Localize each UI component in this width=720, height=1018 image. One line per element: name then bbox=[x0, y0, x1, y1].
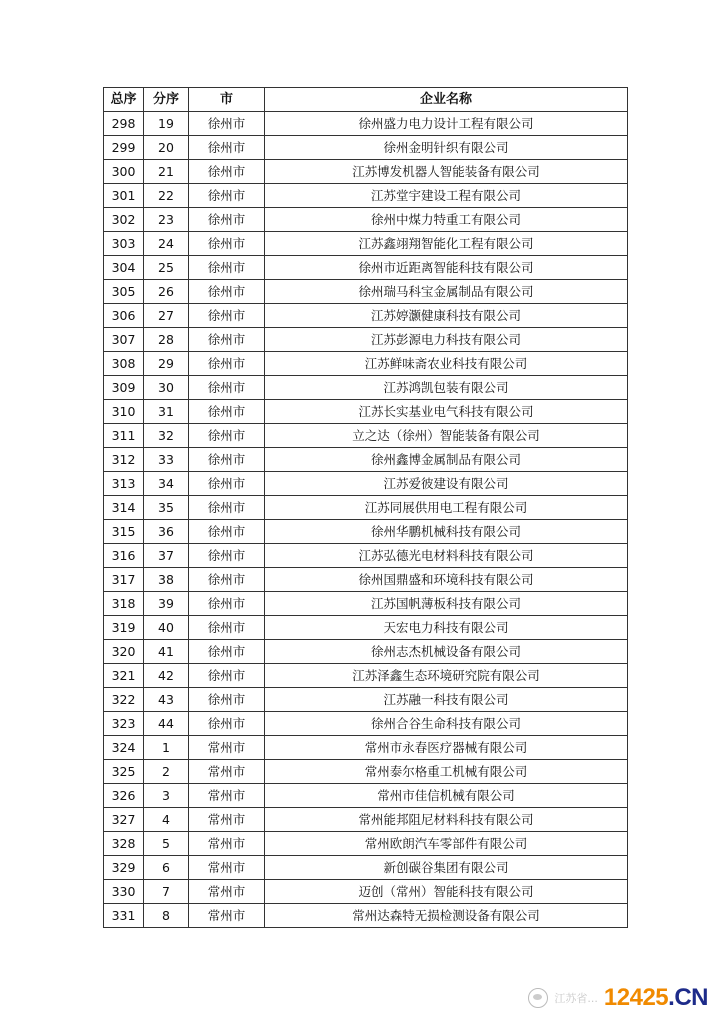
header-city: 市 bbox=[189, 88, 265, 112]
cell-company-name: 常州市佳信机械有限公司 bbox=[265, 784, 628, 808]
cell-sub-index: 24 bbox=[144, 232, 189, 256]
cell-sub-index: 3 bbox=[144, 784, 189, 808]
cell-sub-index: 26 bbox=[144, 280, 189, 304]
cell-company-name: 江苏爱彼建设有限公司 bbox=[265, 472, 628, 496]
cell-total-index: 307 bbox=[104, 328, 144, 352]
cell-city: 徐州市 bbox=[189, 472, 265, 496]
table-row bbox=[104, 736, 628, 760]
cell-city: 常州市 bbox=[189, 880, 265, 904]
cell-sub-index: 30 bbox=[144, 376, 189, 400]
watermark bbox=[528, 986, 708, 1010]
site-logo bbox=[604, 986, 708, 1010]
cell-sub-index: 21 bbox=[144, 160, 189, 184]
cell-city: 徐州市 bbox=[189, 688, 265, 712]
table-row bbox=[104, 352, 628, 376]
cell-total-index: 315 bbox=[104, 520, 144, 544]
cell-total-index: 313 bbox=[104, 472, 144, 496]
cell-company-name: 立之达（徐州）智能装备有限公司 bbox=[265, 424, 628, 448]
cell-total-index: 326 bbox=[104, 784, 144, 808]
table-row bbox=[104, 568, 628, 592]
cell-city: 常州市 bbox=[189, 784, 265, 808]
cell-city: 徐州市 bbox=[189, 424, 265, 448]
cell-total-index: 302 bbox=[104, 208, 144, 232]
cell-total-index: 331 bbox=[104, 904, 144, 928]
cell-city: 徐州市 bbox=[189, 448, 265, 472]
cell-city: 常州市 bbox=[189, 808, 265, 832]
cell-city: 徐州市 bbox=[189, 256, 265, 280]
cell-total-index: 300 bbox=[104, 160, 144, 184]
table-row bbox=[104, 712, 628, 736]
cell-city: 徐州市 bbox=[189, 136, 265, 160]
table-row bbox=[104, 544, 628, 568]
cell-company-name: 江苏泽鑫生态环境研究院有限公司 bbox=[265, 664, 628, 688]
cell-city: 徐州市 bbox=[189, 160, 265, 184]
cell-total-index: 319 bbox=[104, 616, 144, 640]
cell-city: 徐州市 bbox=[189, 232, 265, 256]
cell-sub-index: 33 bbox=[144, 448, 189, 472]
cell-total-index: 330 bbox=[104, 880, 144, 904]
table-row bbox=[104, 328, 628, 352]
cell-company-name: 常州欧朗汽车零部件有限公司 bbox=[265, 832, 628, 856]
cell-city: 徐州市 bbox=[189, 304, 265, 328]
cell-city: 徐州市 bbox=[189, 400, 265, 424]
cell-total-index: 304 bbox=[104, 256, 144, 280]
table-row bbox=[104, 376, 628, 400]
table-row bbox=[104, 880, 628, 904]
cell-company-name: 江苏堂宇建设工程有限公司 bbox=[265, 184, 628, 208]
cell-sub-index: 27 bbox=[144, 304, 189, 328]
cell-company-name: 天宏电力科技有限公司 bbox=[265, 616, 628, 640]
cell-company-name: 徐州合谷生命科技有限公司 bbox=[265, 712, 628, 736]
cell-total-index: 305 bbox=[104, 280, 144, 304]
table-row bbox=[104, 856, 628, 880]
cell-city: 徐州市 bbox=[189, 328, 265, 352]
cell-sub-index: 28 bbox=[144, 328, 189, 352]
cell-company-name: 徐州志杰机械设备有限公司 bbox=[265, 640, 628, 664]
cell-sub-index: 39 bbox=[144, 592, 189, 616]
table-row bbox=[104, 232, 628, 256]
cell-company-name: 江苏长实基业电气科技有限公司 bbox=[265, 400, 628, 424]
cell-total-index: 327 bbox=[104, 808, 144, 832]
cell-company-name: 江苏博发机器人智能装备有限公司 bbox=[265, 160, 628, 184]
cell-sub-index: 35 bbox=[144, 496, 189, 520]
cell-company-name: 江苏鑫翊翔智能化工程有限公司 bbox=[265, 232, 628, 256]
cell-total-index: 306 bbox=[104, 304, 144, 328]
cell-company-name: 江苏同展供用电工程有限公司 bbox=[265, 496, 628, 520]
cell-city: 徐州市 bbox=[189, 616, 265, 640]
table-row bbox=[104, 112, 628, 136]
table-row bbox=[104, 472, 628, 496]
cell-sub-index: 8 bbox=[144, 904, 189, 928]
logo-domain: .CN bbox=[668, 984, 708, 1011]
cell-city: 徐州市 bbox=[189, 496, 265, 520]
cell-total-index: 328 bbox=[104, 832, 144, 856]
cell-sub-index: 36 bbox=[144, 520, 189, 544]
cell-total-index: 323 bbox=[104, 712, 144, 736]
cell-city: 徐州市 bbox=[189, 184, 265, 208]
cell-city: 徐州市 bbox=[189, 712, 265, 736]
cell-company-name: 迈创（常州）智能科技有限公司 bbox=[265, 880, 628, 904]
cell-company-name: 江苏鲜味斋农业科技有限公司 bbox=[265, 352, 628, 376]
table-row bbox=[104, 760, 628, 784]
cell-sub-index: 31 bbox=[144, 400, 189, 424]
cell-company-name: 江苏婷灏健康科技有限公司 bbox=[265, 304, 628, 328]
cell-sub-index: 2 bbox=[144, 760, 189, 784]
table-row bbox=[104, 808, 628, 832]
cell-sub-index: 40 bbox=[144, 616, 189, 640]
cell-company-name: 徐州华鹏机械科技有限公司 bbox=[265, 520, 628, 544]
cell-company-name: 徐州国鼎盛和环境科技有限公司 bbox=[265, 568, 628, 592]
cell-company-name: 江苏鸿凯包装有限公司 bbox=[265, 376, 628, 400]
cell-total-index: 322 bbox=[104, 688, 144, 712]
cell-city: 徐州市 bbox=[189, 280, 265, 304]
cell-total-index: 324 bbox=[104, 736, 144, 760]
cell-company-name: 江苏弘德光电材料科技有限公司 bbox=[265, 544, 628, 568]
cell-company-name: 徐州金明针织有限公司 bbox=[265, 136, 628, 160]
cell-total-index: 329 bbox=[104, 856, 144, 880]
cell-sub-index: 37 bbox=[144, 544, 189, 568]
table-row bbox=[104, 400, 628, 424]
table-row bbox=[104, 688, 628, 712]
cell-city: 常州市 bbox=[189, 832, 265, 856]
cell-total-index: 311 bbox=[104, 424, 144, 448]
cell-sub-index: 44 bbox=[144, 712, 189, 736]
table-row bbox=[104, 616, 628, 640]
cell-total-index: 320 bbox=[104, 640, 144, 664]
cell-company-name: 徐州中煤力特重工有限公司 bbox=[265, 208, 628, 232]
cell-city: 徐州市 bbox=[189, 592, 265, 616]
cell-city: 徐州市 bbox=[189, 520, 265, 544]
table-row bbox=[104, 424, 628, 448]
cell-company-name: 徐州瑞马科宝金属制品有限公司 bbox=[265, 280, 628, 304]
cell-city: 常州市 bbox=[189, 904, 265, 928]
cell-city: 徐州市 bbox=[189, 112, 265, 136]
table-row bbox=[104, 280, 628, 304]
cell-total-index: 321 bbox=[104, 664, 144, 688]
table-row bbox=[104, 136, 628, 160]
table-row bbox=[104, 256, 628, 280]
cell-company-name: 江苏融一科技有限公司 bbox=[265, 688, 628, 712]
cell-total-index: 298 bbox=[104, 112, 144, 136]
cell-sub-index: 1 bbox=[144, 736, 189, 760]
logo-number: 12425 bbox=[603, 984, 669, 1011]
table-row bbox=[104, 784, 628, 808]
cell-sub-index: 7 bbox=[144, 880, 189, 904]
cell-sub-index: 38 bbox=[144, 568, 189, 592]
cell-total-index: 318 bbox=[104, 592, 144, 616]
cell-company-name: 徐州市近距离智能科技有限公司 bbox=[265, 256, 628, 280]
table-row bbox=[104, 448, 628, 472]
cell-city: 徐州市 bbox=[189, 376, 265, 400]
cell-company-name: 徐州鑫博金属制品有限公司 bbox=[265, 448, 628, 472]
cell-sub-index: 29 bbox=[144, 352, 189, 376]
header-total-index: 总序 bbox=[104, 88, 144, 112]
table-row bbox=[104, 664, 628, 688]
cell-sub-index: 43 bbox=[144, 688, 189, 712]
cell-city: 徐州市 bbox=[189, 640, 265, 664]
table-row bbox=[104, 640, 628, 664]
cell-sub-index: 41 bbox=[144, 640, 189, 664]
cell-total-index: 309 bbox=[104, 376, 144, 400]
cell-total-index: 325 bbox=[104, 760, 144, 784]
cell-sub-index: 25 bbox=[144, 256, 189, 280]
cell-sub-index: 5 bbox=[144, 832, 189, 856]
table-row bbox=[104, 520, 628, 544]
cell-sub-index: 22 bbox=[144, 184, 189, 208]
table-header-row bbox=[104, 88, 628, 112]
cell-sub-index: 32 bbox=[144, 424, 189, 448]
cell-company-name: 新创碳谷集团有限公司 bbox=[265, 856, 628, 880]
cell-total-index: 308 bbox=[104, 352, 144, 376]
cell-total-index: 303 bbox=[104, 232, 144, 256]
cell-company-name: 常州泰尔格重工机械有限公司 bbox=[265, 760, 628, 784]
cell-company-name: 常州市永春医疗器械有限公司 bbox=[265, 736, 628, 760]
cell-city: 常州市 bbox=[189, 736, 265, 760]
cell-company-name: 徐州盛力电力设计工程有限公司 bbox=[265, 112, 628, 136]
cell-total-index: 317 bbox=[104, 568, 144, 592]
header-company-name: 企业名称 bbox=[265, 88, 628, 112]
table-row bbox=[104, 160, 628, 184]
cell-sub-index: 19 bbox=[144, 112, 189, 136]
table-row bbox=[104, 184, 628, 208]
cell-sub-index: 20 bbox=[144, 136, 189, 160]
enterprise-list-table bbox=[103, 87, 628, 928]
cell-company-name: 常州能邦阻尼材料科技有限公司 bbox=[265, 808, 628, 832]
cell-company-name: 江苏彭源电力科技有限公司 bbox=[265, 328, 628, 352]
cell-company-name: 江苏国帆薄板科技有限公司 bbox=[265, 592, 628, 616]
cell-city: 徐州市 bbox=[189, 544, 265, 568]
cell-sub-index: 6 bbox=[144, 856, 189, 880]
cell-sub-index: 4 bbox=[144, 808, 189, 832]
cell-city: 常州市 bbox=[189, 856, 265, 880]
cell-total-index: 316 bbox=[104, 544, 144, 568]
cell-sub-index: 42 bbox=[144, 664, 189, 688]
cell-company-name: 常州达森特无损检测设备有限公司 bbox=[265, 904, 628, 928]
cell-sub-index: 23 bbox=[144, 208, 189, 232]
cell-city: 徐州市 bbox=[189, 664, 265, 688]
cell-total-index: 301 bbox=[104, 184, 144, 208]
cell-total-index: 314 bbox=[104, 496, 144, 520]
table-row bbox=[104, 208, 628, 232]
table-row bbox=[104, 496, 628, 520]
cell-sub-index: 34 bbox=[144, 472, 189, 496]
cell-total-index: 310 bbox=[104, 400, 144, 424]
cell-city: 徐州市 bbox=[189, 352, 265, 376]
cell-city: 徐州市 bbox=[189, 568, 265, 592]
table-row bbox=[104, 592, 628, 616]
cell-total-index: 299 bbox=[104, 136, 144, 160]
wechat-icon bbox=[528, 988, 548, 1008]
cell-total-index: 312 bbox=[104, 448, 144, 472]
header-sub-index: 分序 bbox=[144, 88, 189, 112]
table-row bbox=[104, 304, 628, 328]
cell-city: 常州市 bbox=[189, 760, 265, 784]
table-row bbox=[104, 832, 628, 856]
watermark-faded-text: 江苏省... bbox=[554, 992, 598, 1005]
cell-city: 徐州市 bbox=[189, 208, 265, 232]
table-row bbox=[104, 904, 628, 928]
